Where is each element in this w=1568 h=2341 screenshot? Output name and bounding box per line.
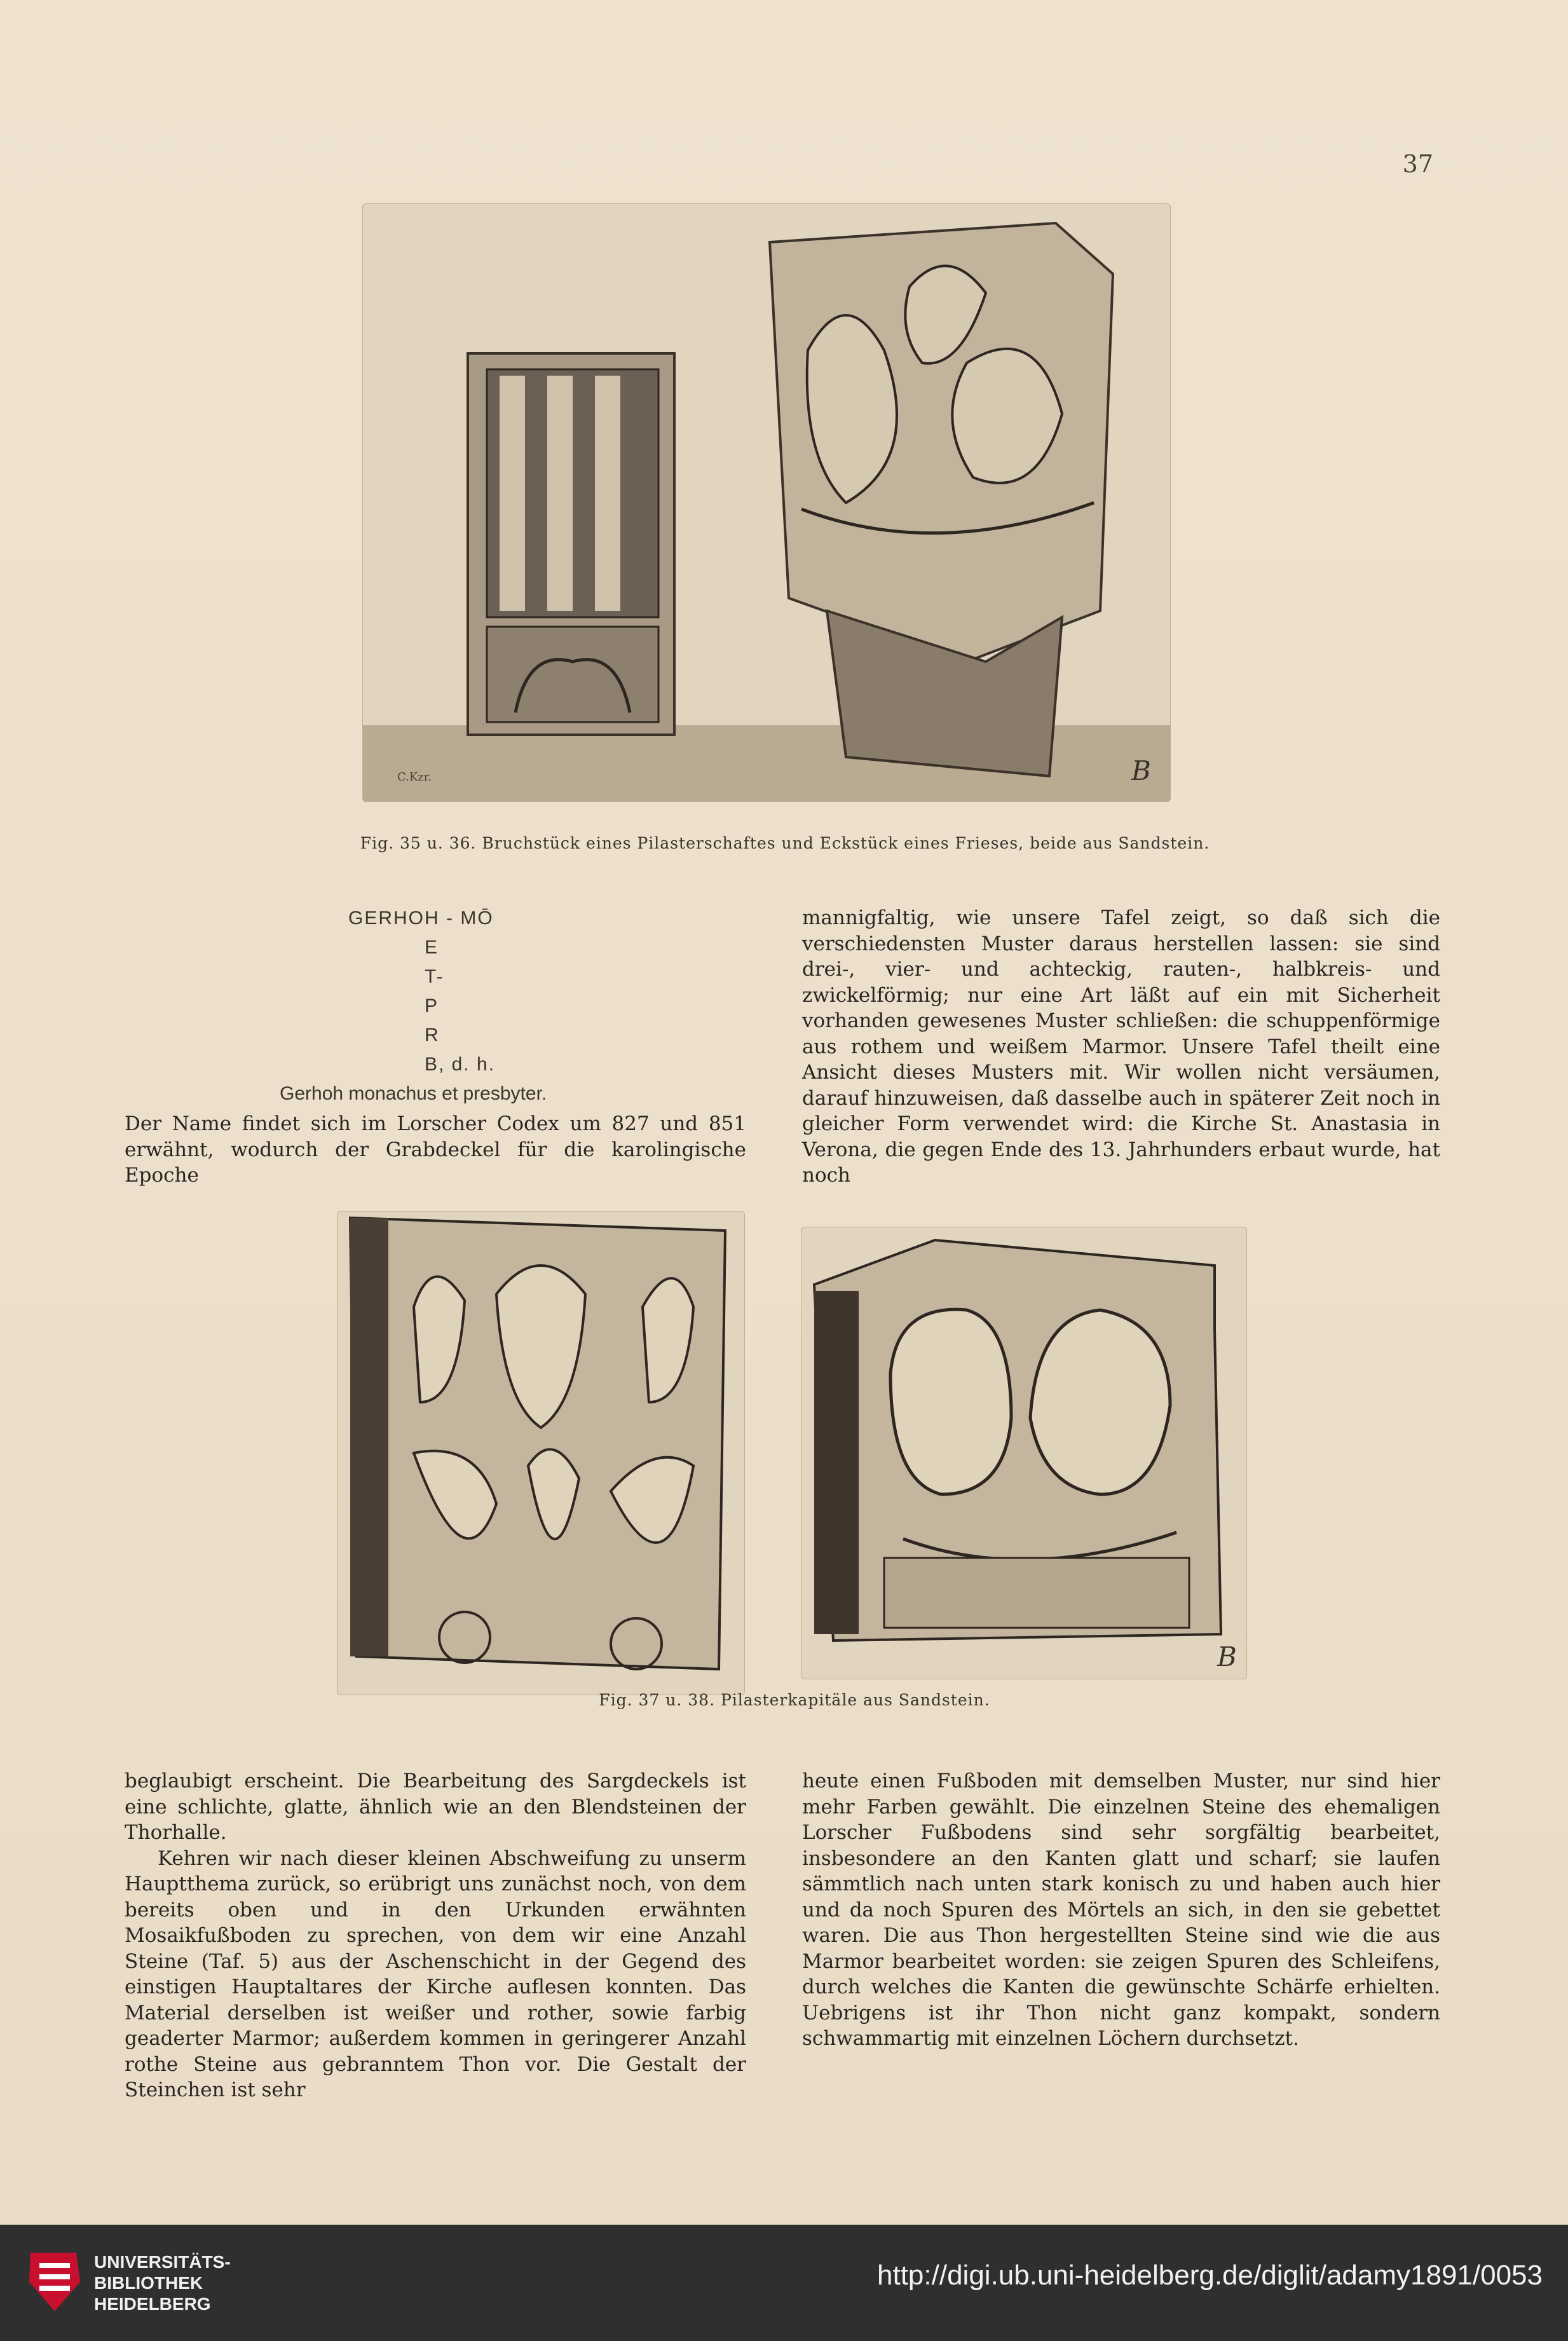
epitaph-line-1: GERHOH - MŌ <box>348 908 494 929</box>
library-footer <box>0 2225 1568 2341</box>
source-url-link[interactable]: http://digi.ub.uni-heidelberg.de/diglit/adamy1891/0053 <box>877 2260 1543 2291</box>
library-name-line-2: BIBLIOTHEK <box>94 2273 203 2293</box>
epitaph-line-2: E <box>425 937 439 958</box>
university-library-logo-icon <box>25 2250 84 2314</box>
library-name-line-3: HEIDELBERG <box>94 2294 211 2314</box>
figure-caption-top: Fig. 35 u. 36. Bruchstück eines Pilasterschaftes und Eckstück eines Frieses, beide aus Sandstein. <box>360 834 1210 852</box>
text-left-bottom <box>125 1768 746 2103</box>
library-name <box>94 2251 231 2314</box>
paragraph-right-bottom: heute einen Fußboden mit demselben Muster, nur sind hier mehr Farben gewählt. Die einzelnen Steine des ehemaligen Lorscher Fußbodens sind sehr sorgfältig bearbeitet, insbesondere an den Kanten glatt und scharf; sie laufen sämmtlich nach unten stark konisch zu und haben auch hier und da noch Spuren des Mörtels an sich, in den sie gebettet waren. Die aus Thon hergestellten Steine sind wie die aus Marmor bearbeitet worden: sie zeigen Spuren des Schleifens, durch welches die Kanten die gewünschte Schärfe erhielten. Uebrigens ist ihr Thon nicht ganz kompakt, sondern schwammartig mit einzelnen Löchern durchsetzt. <box>802 1770 1440 2050</box>
text-right-bottom <box>802 1768 1440 2052</box>
figure-signature-bottom: B <box>1217 1641 1237 1672</box>
text-left-top <box>125 1111 746 1189</box>
page-number: 37 <box>1402 150 1433 178</box>
epitaph-line-5: R <box>425 1025 440 1046</box>
paragraph-right-top: mannigfaltig, wie unsere Tafel zeigt, so daß sich die verschiedensten Muster daraus herstellen lassen: sie sind drei-, vier- und achteckig, rauten-, halbkreis- und zwickelförmig; nur eine Art läßt auf ein mit Sicherheit vorhanden gewesenes Muster schließen: die schuppenförmige aus rothem und weißem Marmor. Unsere Tafel theilt eine Ansicht dieses Musters mit. Wir wollen nicht versäumen, darauf hinzuweisen, daß dasselbe auch in späterer Zeit noch in gleicher Form verwendet wird: die Kirche St. Anastasia in Verona, die gegen Ende des 13. Jahrhunders erbaut wurde, hat noch <box>802 906 1440 1187</box>
figure-35-36-engraving <box>362 203 1171 802</box>
epitaph-line-6: B, d. h. <box>425 1054 496 1075</box>
epitaph-line-3: T- <box>425 966 444 987</box>
figure-signature-left: C.Kzr. <box>397 770 432 784</box>
epitaph-translation: Gerhoh monachus et presbyter. <box>280 1083 547 1104</box>
figure-caption-bottom: Fig. 37 u. 38. Pilasterkapitäle aus Sandstein. <box>599 1691 990 1709</box>
paragraph-left-top: Der Name findet sich im Lorscher Codex um 827 und 851 erwähnt, wodurch der Grabdeckel für die karolingische Epoche <box>125 1112 746 1187</box>
figure-37-capital-left <box>337 1211 745 1695</box>
library-name-line-1: UNIVERSITÄTS- <box>94 2252 231 2272</box>
figure-signature-right: B <box>1131 755 1151 786</box>
text-right-top <box>802 905 1440 1189</box>
figure-38-capital-right <box>801 1227 1247 1679</box>
epitaph-line-4: P <box>425 995 439 1016</box>
paragraph-left-bottom-2: Kehren wir nach dieser kleinen Abschweifung zu unserm Hauptthema zurück, so erübrigt uns zunächst noch, von dem bereits oben und in den Urkunden erwähnten Mosaikfußboden zu sprechen, von dem wir eine Anzahl Steine (Taf. 5) aus der Aschenschicht in der Gegend des einstigen Hauptaltares der Kirche auflesen konnten. Das Material derselben ist weißer und rother, sowie farbig geaderter Marmor; außerdem kommen in geringerer Anzahl rothe Steine aus gebranntem Thon vor. Die Gestalt der Steinchen ist sehr <box>125 1846 746 2101</box>
paragraph-left-bottom-1: beglaubigt erscheint. Die Bearbeitung des Sargdeckels ist eine schlichte, glatte, ähnlich wie an den Blendsteinen der Thorhalle. <box>125 1770 746 1844</box>
